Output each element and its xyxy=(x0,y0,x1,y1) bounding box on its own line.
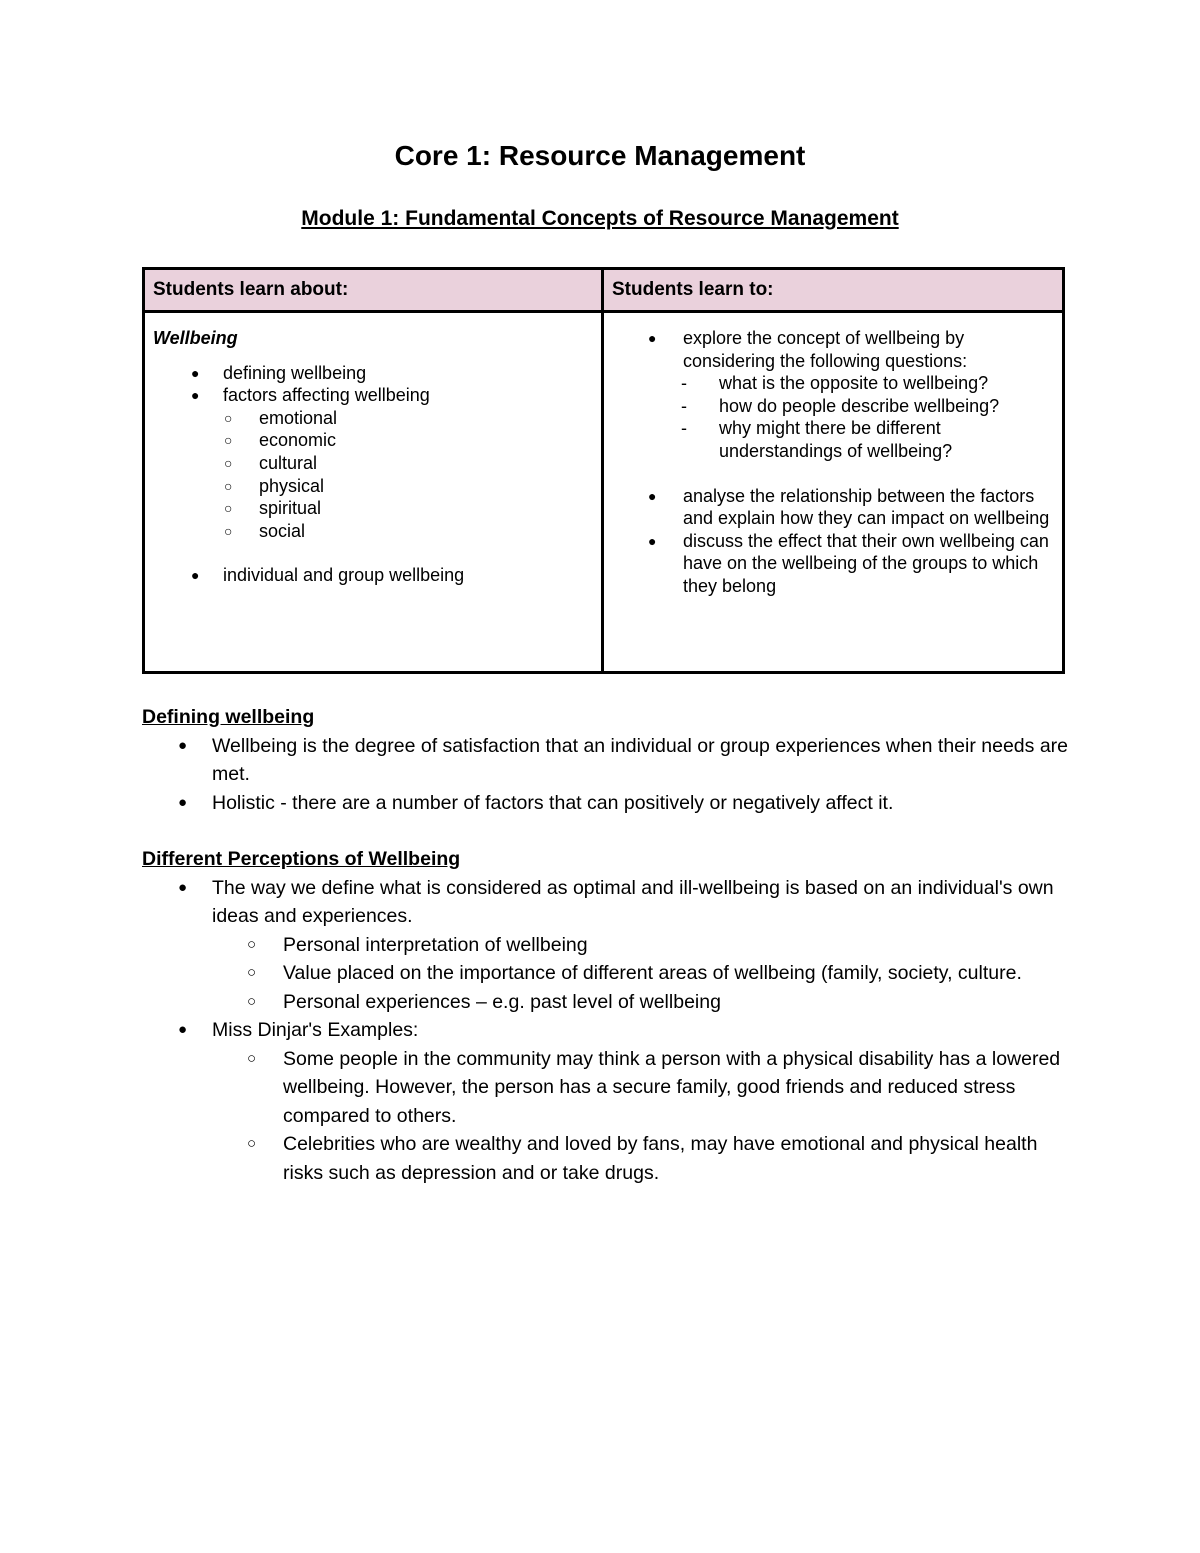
table-body-row xyxy=(144,312,1064,673)
list-item: ○ cultural xyxy=(224,452,318,473)
list-item: ● individual and group wellbeing xyxy=(191,565,465,586)
defining-wellbeing-list xyxy=(142,732,1072,818)
circle-bullet-icon: ○ xyxy=(224,432,233,449)
bullet-icon: ● xyxy=(178,793,188,811)
list-item: ● analyse the relationship between the factors and explain how they can impact on wellbeing xyxy=(648,485,1050,529)
circle-bullet-icon: ○ xyxy=(224,477,233,494)
circle-bullet-icon: ○ xyxy=(224,454,233,471)
list-item: - how do people describe wellbeing? xyxy=(681,395,1000,416)
list-item: ○ Celebrities who are wealthy and loved by fans, may have emotional and physical health risks such as depression and or take drugs. xyxy=(142,1130,1072,1187)
bullet-icon: ● xyxy=(178,736,188,754)
bullet-icon: ● xyxy=(178,1021,188,1038)
bullet-icon: ● xyxy=(648,532,657,549)
page-title: Core 1: Resource Management xyxy=(394,140,806,171)
dash-bullet-icon: - xyxy=(681,395,687,416)
list-item: ● explore the concept of wellbeing by considering the following questions: xyxy=(648,328,968,371)
circle-bullet-icon: ○ xyxy=(247,992,257,1010)
syllabus-table xyxy=(142,267,1065,674)
defining-wellbeing-section xyxy=(142,703,1072,817)
list-item: ○ economic xyxy=(224,430,337,451)
bullet-icon: ● xyxy=(191,567,200,584)
list-item: ○ Personal experiences – e.g. past level of wellbeing xyxy=(142,988,1072,1017)
circle-bullet-icon: ○ xyxy=(247,964,257,981)
perceptions-heading: Different Perceptions of Wellbeing xyxy=(142,848,461,870)
list-item: ○ spiritual xyxy=(224,498,322,519)
bullet-icon: ● xyxy=(178,878,188,896)
list-item: ● Holistic - there are a number of factors that can positively or negatively affect it. xyxy=(142,789,1072,818)
perceptions-section xyxy=(142,845,1072,1187)
circle-bullet-icon: ○ xyxy=(224,409,233,426)
list-item: ● Miss Dinjar's Examples: xyxy=(142,1016,1072,1045)
list-item: ● factors affecting wellbeing xyxy=(191,385,430,406)
learn-to-list xyxy=(612,327,1054,598)
learn-about-cell xyxy=(144,312,603,673)
list-item: ● discuss the effect that their own wellbeing can have on the wellbeing of the groups to which they belong xyxy=(648,530,1049,596)
module-subtitle: Module 1: Fundamental Concepts of Resource Management xyxy=(301,207,899,230)
defining-wellbeing-heading: Defining wellbeing xyxy=(142,706,315,728)
learn-to-cell xyxy=(603,312,1064,673)
list-item: ● defining wellbeing xyxy=(191,362,367,383)
table-header-row xyxy=(144,269,1064,312)
circle-bullet-icon: ○ xyxy=(247,935,257,953)
perceptions-list xyxy=(142,874,1072,1188)
list-item: - why might there be different understandings of wellbeing? xyxy=(681,418,953,461)
bullet-icon: ● xyxy=(191,364,200,381)
header-students-learn-about: Students learn about: xyxy=(144,269,603,312)
list-item: ○ Some people in the community may think a person with a physical disability has a lowered wellbeing. However, the person has a secure family, good friends and reduced stress compared to others. xyxy=(142,1045,1072,1131)
list-item: ○ Value placed on the importance of different areas of wellbeing (family, society, culture. xyxy=(142,959,1072,988)
list-item: ○ social xyxy=(224,520,306,541)
circle-bullet-icon: ○ xyxy=(224,522,233,539)
learn-about-list xyxy=(153,362,593,587)
circle-bullet-icon: ○ xyxy=(224,500,233,517)
list-item: - what is the opposite to wellbeing? xyxy=(681,373,989,394)
circle-bullet-icon: ○ xyxy=(247,1135,257,1152)
list-item: ○ emotional xyxy=(224,407,338,428)
list-item: ○ Personal interpretation of wellbeing xyxy=(142,931,1072,960)
bullet-icon: ● xyxy=(648,487,657,504)
bullet-icon: ● xyxy=(191,387,200,404)
header-students-learn-to: Students learn to: xyxy=(603,269,1064,312)
dash-bullet-icon: - xyxy=(681,373,687,394)
wellbeing-heading: Wellbeing xyxy=(153,328,238,348)
list-item: ● Wellbeing is the degree of satisfaction that an individual or group experiences when their needs are met. xyxy=(142,732,1072,789)
dash-bullet-icon: - xyxy=(681,418,687,439)
circle-bullet-icon: ○ xyxy=(247,1049,257,1067)
list-item: ○ physical xyxy=(224,475,325,496)
list-item: ● The way we define what is considered as optimal and ill-wellbeing is based on an individual's own ideas and experiences. xyxy=(142,874,1072,931)
bullet-icon: ● xyxy=(648,330,657,346)
